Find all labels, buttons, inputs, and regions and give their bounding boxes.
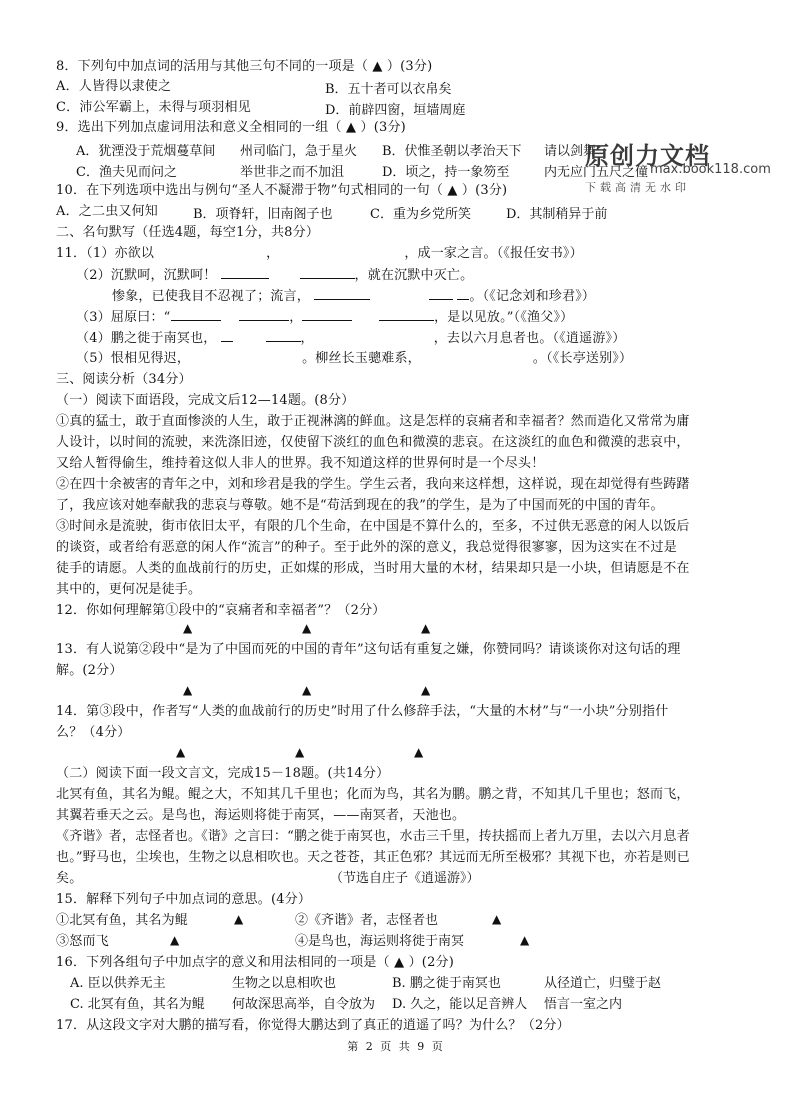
answer-marker: ▲ [520, 933, 530, 947]
q16-b2: 从径道亡，归璧于赵 [544, 976, 662, 991]
answer-marker: ▲ [183, 683, 193, 697]
passage1-line: 人设计，以时间的流驶，来洗涤旧迹，仅使留下淡红的血色和微漠的悲哀。在这淡红的血色和微漠的悲哀中， [56, 435, 690, 450]
q11-2: （2）沉默呵，沉默呵！ ，就在沉默中灭亡。 [76, 268, 474, 283]
q10-option-d: D．其制稍异于前 [506, 207, 608, 222]
answer-marker: ▲ [176, 745, 186, 759]
q9-d2: 内无应门五尺之僮 [544, 165, 649, 180]
q16-c1: C. 北冥有鱼，其名为鲲 [70, 997, 205, 1012]
answer-marker: ▲ [183, 621, 193, 635]
q11-3: （3）屈原曰：“ ， ，是以见放。”（《渔父》） [76, 310, 574, 325]
q11-5: （5）恨相见得迟， 。柳丝长玉骢难系， 。（《长亭送别》） [76, 351, 633, 366]
q15-item-3: ③怒而飞 [56, 934, 109, 949]
q16-stem: 16．下列各组句子中加点字的意义和用法相同的一项是（ ▲ ）(2分) [56, 955, 455, 970]
passage1-line: 其中的，更何况是徒手。 [56, 582, 202, 597]
watermark-tagline: 下载高清无水印 [585, 181, 690, 194]
q9-b2: 请以剑舞 [544, 144, 597, 159]
passage2-line: 北冥有鱼，其名为鲲。鲲之大，不知其几千里也；化而为鸟，其名为鹏。鹏之背，不知其几千里也；怒而飞， [56, 787, 690, 802]
q16-d1: D. 久之，能以足音辨人 [392, 997, 528, 1012]
passage1-line: ①真的猛士，敢于直面惨淡的人生，敢于正视淋漓的鲜血。这是怎样的哀痛者和幸福者？然而造化又常常为庸 [56, 414, 690, 429]
answer-marker: ▲ [234, 912, 244, 926]
q13-stem: 13．有人说第②段中“是为了中国而死的中国的青年”这句话有重复之嫌，你赞同吗？请谈谈你对这句话的理 [56, 642, 681, 657]
q14-stem-cont: 么？（4分） [56, 725, 131, 740]
answer-marker: ▲ [302, 621, 312, 635]
watermark-brand: 原创力文档 [585, 142, 710, 170]
section3-title: 三、阅读分析（34分） [56, 372, 192, 387]
q11-1: 11．（1）亦欲以 ， ，成一家之言。（《报任安书》） [56, 246, 583, 261]
q14-stem: 14．第③段中，作者写“人类的血战前行的历史”时用了什么修辞手法，“大量的木材”与“一小块”分别指什 [56, 704, 669, 719]
answer-blank[interactable] [221, 329, 233, 342]
passage2-line: 《齐谐》者，志怪者也。《谐》之言曰：“鹏之徙于南冥也，水击三千里，抟扶摇而上者九万里，去以六月息者 [56, 829, 690, 844]
passage1-line: ③时间永是流驶，街市依旧太平，有限的几个生命，在中国是不算什么的，至多，不过供无恶意的闲人以饭后 [56, 519, 690, 534]
q9-d1: D．顷之，持一象笏至 [382, 165, 510, 180]
q10-option-a: A．之二虫又何知 [56, 204, 158, 219]
answer-blank[interactable] [429, 287, 453, 300]
q10-option-c: C．重为乡党所笑 [370, 207, 471, 222]
passage2-line: 矣。 [56, 871, 83, 886]
answer-marker: ▲ [492, 912, 502, 926]
q17-stem: 17．从这段文字对大鹏的描写看，你觉得大鹏达到了真正的逍遥了吗？为什么？（2分） [56, 1018, 570, 1033]
answer-blank[interactable] [239, 308, 289, 321]
q8-stem: 8．下列句中加点词的活用与其他三句不同的一项是（ ▲ ）(3分) [56, 59, 433, 74]
q8-option-c: C．沛公军霸上，未得与项羽相见 [56, 100, 251, 115]
passage2-source: （节选自庄子《逍遥游》） [330, 871, 480, 886]
answer-blank[interactable] [221, 266, 269, 279]
q15-item-2: ②《齐谐》者，志怪者也 [295, 913, 439, 928]
q15-stem: 15．解释下列句子中加点词的意思。(4分） [56, 892, 312, 907]
q8-option-d: D．前辟四窗，垣墙周庭 [325, 103, 466, 118]
q13-stem-cont: 解。(2分） [56, 663, 123, 678]
q10-stem: 10．在下列选项中选出与例句“圣人不凝滞于物”句式相同的一句（ ▲ ）(3分) [56, 183, 508, 198]
q10-option-b: B．项脊轩，旧南阁子也 [193, 207, 333, 222]
answer-blank[interactable] [314, 287, 370, 300]
answer-marker: ▲ [170, 933, 180, 947]
part1-title: （一）阅读下面语段，完成文后12—14题。(8分） [56, 393, 355, 408]
q16-a1: A. 臣以供养无主 [70, 976, 166, 991]
page-footer: 第 2 页 共 9 页 [347, 1040, 445, 1053]
q16-d2: 悟言一室之内 [544, 997, 623, 1012]
answer-marker: ▲ [302, 683, 312, 697]
q9-c2: 举世非之而不加沮 [240, 165, 345, 180]
q12-stem: 12．你如何理解第①段中的“哀痛者和幸福者”？（2分） [56, 603, 386, 618]
q16-a2: 生物之以息相吹也 [232, 976, 337, 991]
answer-blank[interactable] [300, 266, 355, 279]
q9-a2: 州司临门，急于星火 [240, 144, 358, 159]
answer-blank[interactable] [266, 329, 301, 342]
answer-blank[interactable] [379, 308, 434, 321]
q16-b1: B. 鹏之徙于南冥也 [392, 976, 501, 991]
answer-marker: ▲ [421, 621, 431, 635]
passage1-line: 徒手的请愿。人类的血战前行的历史，正如煤的形成，当时用大量的木材，结果却只是一小块，但请愿是不在 [56, 561, 690, 576]
q16-c2: 何故深思高举，自令放为 [232, 997, 376, 1012]
q15-item-1: ①北冥有鱼，其名为鲲 [56, 913, 189, 928]
q11-4: （4）鹏之徙于南冥也， ， ，去以六月息者也。（《逍遥游》） [76, 331, 626, 346]
answer-marker: ▲ [421, 683, 431, 697]
q9-stem: 9．选出下列加点虚词用法和意义全相同的一组（ ▲ ）(3分) [56, 120, 406, 135]
part2-title: （二）阅读下面一段文言文，完成15－18题。(共14分） [56, 766, 390, 781]
q15-item-4: ④是鸟也，海运则将徙于南冥 [295, 934, 465, 949]
q9-a1: A．犹湮没于荒烟蔓草间 [76, 144, 216, 159]
answer-blank[interactable] [171, 308, 221, 321]
answer-marker: ▲ [414, 745, 424, 759]
section2-title: 二、名句默写（任选4题，每空1分，共8分） [56, 225, 320, 240]
passage1-line: ②在四十余被害的青年之中，刘和珍君是我的学生。学生云者，我向来这样想，这样说，现在却觉得有些踌躇 [56, 477, 690, 492]
passage1-line: 又给人暂得偷生，维持着这似人非人的世界。我不知道这样的世界何时是一个尽头！ [56, 456, 545, 471]
q8-option-b: B．五十者可以衣帛矣 [325, 82, 452, 97]
q8-option-a: A．人皆得以隶使之 [56, 79, 172, 94]
answer-blank[interactable] [457, 287, 469, 300]
answer-blank[interactable] [302, 308, 352, 321]
passage2-line: 其翼若垂天之云。是鸟也，海运则将徙于南冥，——南冥者，天池也。 [56, 808, 466, 823]
passage1-line: 的谈资，或者给有恶意的闲人作“流言”的种子。至于此外的深的意义，我总觉得很寥寥，因为这实在不过是 [56, 540, 677, 555]
watermark-url: max.book118.com [650, 162, 771, 177]
q9-b1: B．伏惟圣朝以孝治天下 [382, 144, 522, 159]
passage2-line: 也。”野马也，尘埃也，生物之以息相吹也。天之苍苍，其正色邪？其远而无所至极邪？其视下也，亦若是则已 [56, 850, 690, 865]
answer-marker: ▲ [295, 745, 305, 759]
q11-2b: 惨象，已使我目不忍视了；流言， 。（《记念刘和珍君》） [112, 289, 596, 304]
q9-c1: C．渔夫见而问之 [76, 165, 177, 180]
passage1-line: 了，我应该对她奉献我的悲哀与尊敬。她不是“苟活到现在的我”的学生，是为了中国而死的中国的青年。 [56, 498, 664, 513]
